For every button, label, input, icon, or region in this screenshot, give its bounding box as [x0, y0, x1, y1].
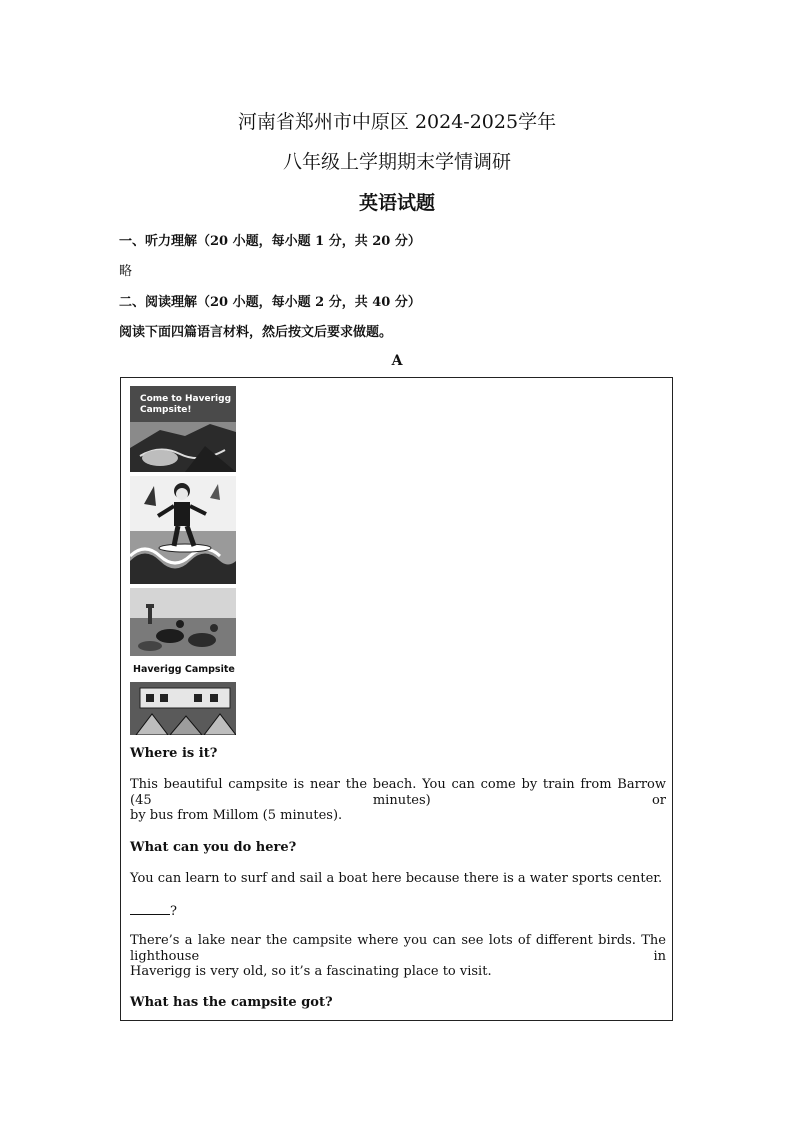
question-where: Where is it? [130, 746, 218, 761]
campsite-sign-text: Haverigg Campsite [133, 664, 235, 675]
question-campsite-facilities: What has the campsite got? [130, 995, 333, 1010]
question-activities: What can you do here? [130, 840, 297, 855]
listening-note: 略 [119, 264, 133, 279]
poster-panel-campsite [130, 662, 236, 735]
surfer-illustration [130, 476, 236, 584]
passage-box [120, 377, 673, 1021]
question-blank [130, 902, 666, 920]
paragraph-activities: You can learn to surf and sail a boat here because there is a water sports center. [130, 871, 663, 886]
listening-heading: 一、听力理解（20 小题，每小题 1 分，共 20 分） [119, 234, 421, 249]
reading-heading: 二、阅读理解（20 小题，每小题 2 分，共 40 分） [119, 295, 421, 310]
paragraph-lake-line2: Haverigg is very old, so it’s a fascinating place to visit. [130, 964, 492, 979]
birds-illustration [130, 588, 236, 656]
paragraph-lake-line1: There’s a lake near the campsite where you can see lots of different birds. The lighthouse in [130, 933, 666, 964]
poster-title-text: Come to Haverigg Campsite! [140, 394, 232, 415]
document-title-subject: 英语试题 [358, 192, 435, 214]
poster-panel-surfing [130, 476, 236, 584]
answer-blank[interactable] [130, 902, 170, 915]
passage-label: A [391, 353, 403, 369]
document-title-line1: 河南省郑州市中原区 2024-2025学年 [237, 111, 557, 133]
question-mark: ? [170, 904, 177, 919]
paragraph-location-line2: by bus from Millom (5 minutes). [130, 808, 343, 823]
poster-panel-birds [130, 588, 236, 656]
paragraph-location-line1: This beautiful campsite is near the beach. You can come by train from Barrow (45 minutes) or [130, 777, 666, 808]
poster-panel-title [130, 386, 236, 472]
reading-instruction: 阅读下面四篇语言材料，然后按文后要求做题。 [119, 325, 393, 340]
document-title-line2: 八年级上学期期末学情调研 [282, 151, 511, 173]
